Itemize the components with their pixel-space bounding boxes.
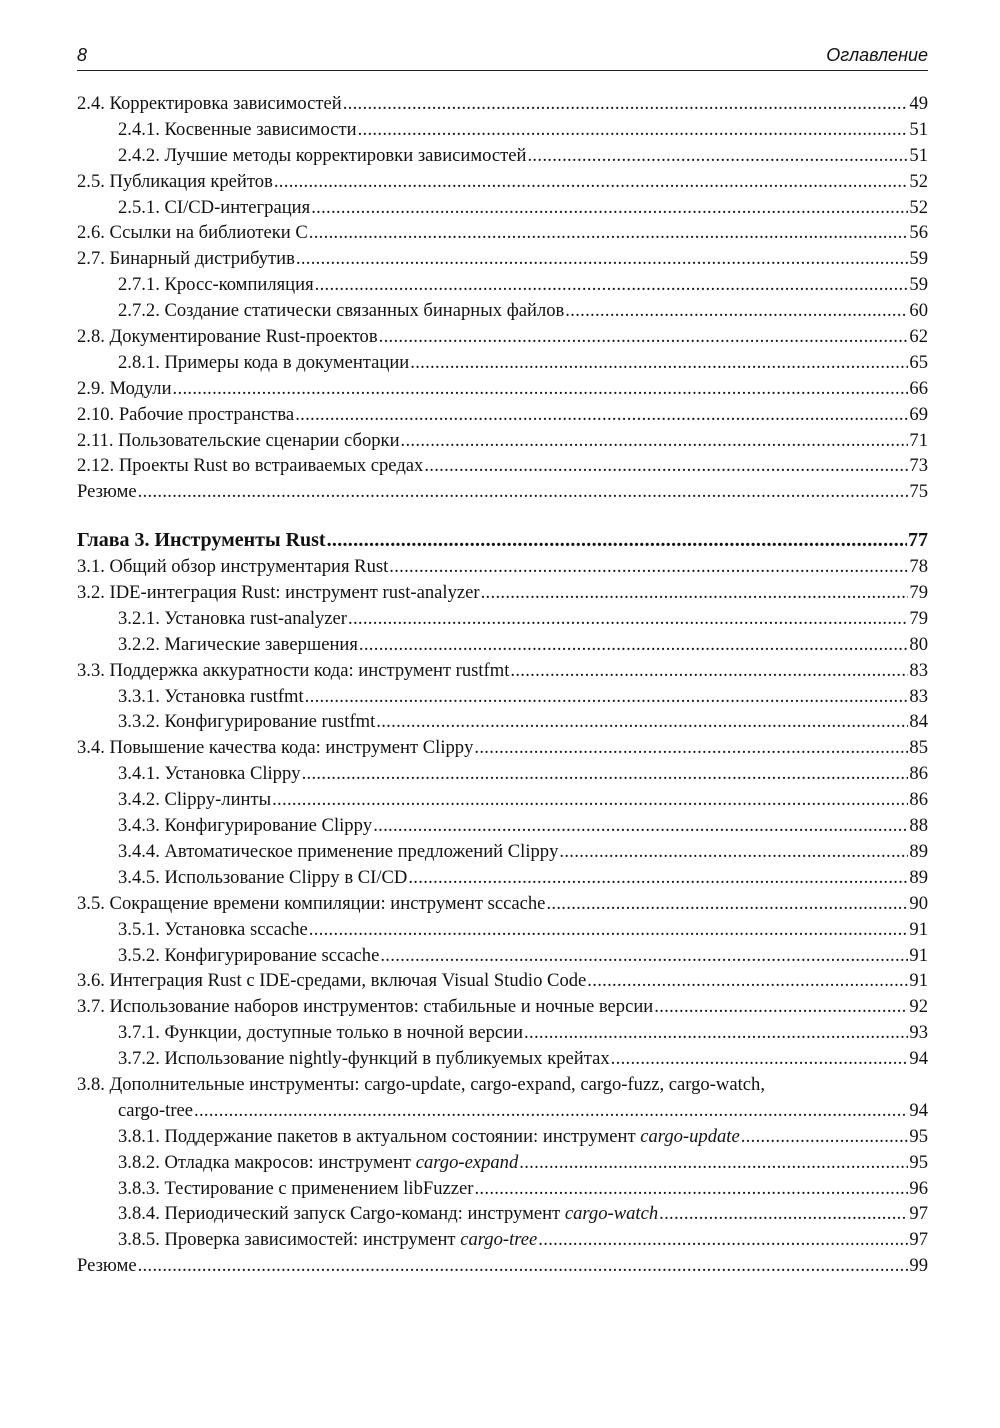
toc-entry[interactable]: 3.7. Использование наборов инструментов: стабильные и ночные версии ..... 92 xyxy=(77,994,928,1020)
toc-entry[interactable]: 3.2.2. Магические завершения ..... 80 xyxy=(77,632,928,658)
table-of-contents xyxy=(77,91,928,1279)
dot-leader xyxy=(380,943,908,969)
toc-entry[interactable]: 3.8.2. Отладка макросов: инструмент cargo-expand ..... 95 xyxy=(77,1150,928,1176)
dot-leader xyxy=(359,632,909,658)
toc-entry[interactable]: 2.8.1. Примеры кода в документации ..... 65 xyxy=(77,350,928,376)
toc-entry[interactable]: 2.11. Пользовательские сценарии сборки ..... 71 xyxy=(77,428,928,454)
toc-entry[interactable]: 3.4.4. Автоматическое применение предложений Clippy ..... 89 xyxy=(77,839,928,865)
toc-entry[interactable]: 2.4.1. Косвенные зависимости ..... 51 xyxy=(77,117,928,143)
dot-leader xyxy=(559,839,908,865)
toc-entry[interactable]: 2.7.2. Создание статически связанных бинарных файлов ..... 60 xyxy=(77,298,928,324)
toc-entry[interactable]: 3.4.5. Использование Clippy в CI/CD ..... 89 xyxy=(77,865,928,891)
dot-leader xyxy=(311,195,908,221)
dot-leader xyxy=(510,658,908,684)
toc-entry[interactable]: 3.4.3. Конфигурирование Clippy ..... 88 xyxy=(77,813,928,839)
dot-leader xyxy=(272,787,908,813)
toc-entry[interactable]: 2.12. Проекты Rust во встраиваемых средах ..... 73 xyxy=(77,453,928,479)
dot-leader xyxy=(741,1124,909,1150)
dot-leader xyxy=(379,324,909,350)
dot-leader xyxy=(654,994,908,1020)
dot-leader xyxy=(587,968,908,994)
toc-entry[interactable]: 2.5.1. CI/CD-интеграция ..... 52 xyxy=(77,195,928,221)
toc-entry[interactable]: 3.4.1. Установка Clippy ..... 86 xyxy=(77,761,928,787)
toc-entry[interactable]: 3.8.4. Периодический запуск Cargo-команд: инструмент cargo-watch ..... 97 xyxy=(77,1201,928,1227)
chapter-gap xyxy=(77,505,928,528)
dot-leader xyxy=(309,917,909,943)
dot-leader xyxy=(481,580,909,606)
dot-leader xyxy=(327,528,907,554)
dot-leader xyxy=(527,143,908,169)
dot-leader xyxy=(546,891,908,917)
dot-leader xyxy=(611,1046,909,1072)
toc-entry[interactable]: 2.8. Документирование Rust-проектов ..... 62 xyxy=(77,324,928,350)
dot-leader xyxy=(194,1098,908,1124)
toc-entry[interactable]: 3.3.2. Конфигурирование rustfmt ..... 84 xyxy=(77,709,928,735)
page-number: 8 xyxy=(77,45,88,65)
dot-leader xyxy=(348,606,908,632)
toc-entry[interactable]: 2.10. Рабочие пространства ..... 69 xyxy=(77,402,928,428)
dot-leader xyxy=(358,117,909,143)
toc-entry[interactable]: 2.7. Бинарный дистрибутив ..... 59 xyxy=(77,246,928,272)
toc-entry[interactable]: Резюме ..... 99 xyxy=(77,1253,928,1279)
dot-leader xyxy=(474,735,908,761)
toc-entry[interactable]: 3.2. IDE-интеграция Rust: инструмент rust-analyzer ..... 79 xyxy=(77,580,928,606)
toc-entry[interactable]: 2.5. Публикация крейтов ..... 52 xyxy=(77,169,928,195)
dot-leader xyxy=(274,169,909,195)
dot-leader xyxy=(376,709,908,735)
dot-leader xyxy=(389,554,908,580)
dot-leader xyxy=(408,865,908,891)
dot-leader xyxy=(295,402,908,428)
dot-leader xyxy=(138,479,909,505)
toc-entry[interactable]: 3.5.2. Конфигурирование sccache ..... 91 xyxy=(77,943,928,969)
dot-leader xyxy=(538,1227,908,1253)
toc-entry[interactable]: 3.4. Повышение качества кода: инструмент Clippy ..... 85 xyxy=(77,735,928,761)
dot-leader xyxy=(138,1253,909,1279)
toc-entry-wrapped[interactable]: 3.8. Дополнительные инструменты: cargo-update, cargo-expand, cargo-fuzz, cargo-watch, xyxy=(77,1073,765,1095)
dot-leader xyxy=(424,453,908,479)
toc-entry[interactable]: Резюме ..... 75 xyxy=(77,479,928,505)
dot-leader xyxy=(565,298,908,324)
running-title: Оглавление xyxy=(826,45,928,65)
toc-entry[interactable]: 2.7.1. Кросс-компиляция ..... 59 xyxy=(77,272,928,298)
dot-leader xyxy=(524,1020,908,1046)
toc-entry[interactable]: 3.1. Общий обзор инструментария Rust ..... 78 xyxy=(77,554,928,580)
dot-leader xyxy=(305,684,909,710)
toc-entry[interactable]: 2.4.2. Лучшие методы корректировки зависимостей ..... 51 xyxy=(77,143,928,169)
dot-leader xyxy=(343,91,909,117)
dot-leader xyxy=(373,813,908,839)
toc-entry[interactable]: 3.5. Сокращение времени компиляции: инструмент sccache ..... 90 xyxy=(77,891,928,917)
running-header xyxy=(77,44,928,71)
toc-entry[interactable]: 3.3.1. Установка rustfmt ..... 83 xyxy=(77,684,928,710)
toc-entry[interactable]: 2.4. Корректировка зависимостей ..... 49 xyxy=(77,91,928,117)
toc-entry[interactable]: 3.7.2. Использование nightly-функций в публикуемых крейтах ..... 94 xyxy=(77,1046,928,1072)
dot-leader xyxy=(296,246,909,272)
toc-entry[interactable]: 3.8.3. Тестирование с применением libFuzzer ..... 96 xyxy=(77,1176,928,1202)
toc-entry[interactable]: 2.9. Модули ..... 66 xyxy=(77,376,928,402)
toc-entry[interactable]: 3.8.1. Поддержание пакетов в актуальном состоянии: инструмент cargo-update ..... 95 xyxy=(77,1124,928,1150)
toc-entry[interactable]: 3.5.1. Установка sccache ..... 91 xyxy=(77,917,928,943)
toc-entry[interactable]: 3.7.1. Функции, доступные только в ночной версии ..... 93 xyxy=(77,1020,928,1046)
toc-chapter-heading[interactable]: Глава 3. Инструменты Rust ..... 77 xyxy=(77,528,928,554)
toc-entry[interactable]: 3.3. Поддержка аккуратности кода: инструмент rustfmt ..... 83 xyxy=(77,658,928,684)
dot-leader xyxy=(173,376,909,402)
dot-leader xyxy=(315,272,909,298)
dot-leader xyxy=(659,1201,908,1227)
dot-leader xyxy=(519,1150,908,1176)
toc-entry[interactable]: 3.2.1. Установка rust-analyzer ..... 79 xyxy=(77,606,928,632)
dot-leader xyxy=(309,220,909,246)
toc-entry-continuation[interactable]: cargo-tree ..... 94 xyxy=(77,1098,928,1124)
dot-leader xyxy=(401,428,909,454)
dot-leader xyxy=(302,761,909,787)
toc-entry[interactable]: 2.6. Ссылки на библиотеки С ..... 56 xyxy=(77,220,928,246)
toc-entry[interactable]: 3.4.2. Clippy-линты ..... 86 xyxy=(77,787,928,813)
toc-entry[interactable]: 3.6. Интеграция Rust с IDE-средами, включая Visual Studio Code ..... 91 xyxy=(77,968,928,994)
dot-leader xyxy=(474,1176,908,1202)
dot-leader xyxy=(410,350,908,376)
toc-entry[interactable]: 3.8.5. Проверка зависимостей: инструмент cargo-tree ..... 97 xyxy=(77,1227,928,1253)
